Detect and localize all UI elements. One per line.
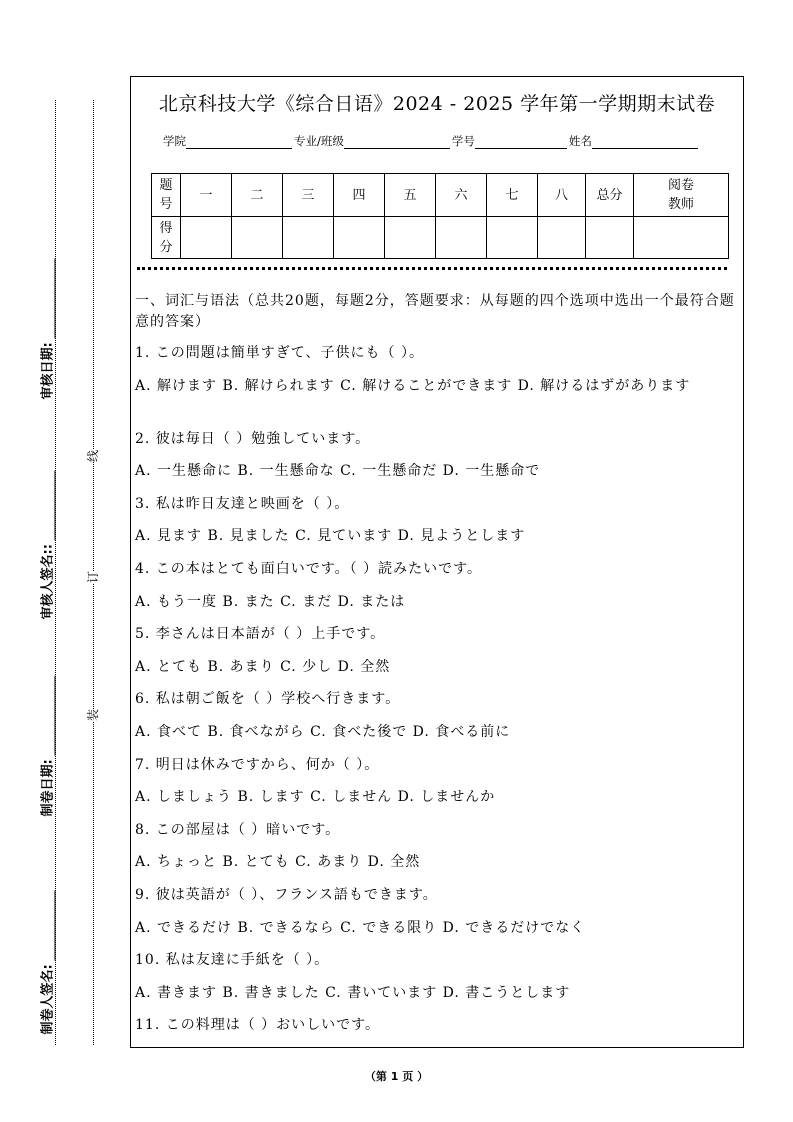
binding-char-line: 线	[86, 449, 101, 463]
score-cell[interactable]	[283, 217, 334, 259]
row-label-question-no	[152, 174, 181, 217]
options-6: A. 食べて B. 食べながら C. 食べた後で D. 食べる前に	[135, 723, 511, 740]
header-cell-total: 总分	[586, 174, 634, 217]
header-cell: 三	[283, 174, 334, 217]
reviewer-sign-field	[37, 460, 56, 620]
school-blank[interactable]	[186, 136, 292, 149]
reviewer-label-part1: 阅卷	[667, 178, 694, 193]
question-1: 1. この問題は簡単すぎて、子供にも（ ）。	[135, 345, 424, 361]
maker-date-blank[interactable]	[43, 675, 56, 755]
binding-char-mount: 装	[86, 708, 101, 722]
options-4: A. もう一度 B. また C. まだ D. または	[135, 593, 406, 610]
reviewer-sign-blank[interactable]	[43, 470, 56, 540]
row1-label-part2: 号	[159, 197, 173, 212]
page-number: （第 1 页 ）	[364, 1070, 429, 1083]
major-class-label: 专业/班级	[294, 134, 344, 148]
school-label: 学院	[163, 134, 186, 148]
binding-char-bind: 订	[86, 570, 101, 584]
student-info-row	[163, 133, 700, 149]
score-cell[interactable]	[487, 217, 538, 259]
header-cell: 四	[334, 174, 385, 217]
exam-title: 北京科技大学《综合日语》2024 - 2025 学年第一学期期末试卷	[158, 93, 716, 115]
score-cell[interactable]	[232, 217, 283, 259]
section-1-content	[135, 291, 737, 1048]
name-label: 姓名	[568, 134, 592, 148]
score-cell[interactable]	[334, 217, 385, 259]
options-5: A. とても B. あまり C. 少し D. 全然	[135, 658, 391, 675]
question-3: 3. 私は昨日友達と映画を（ ）。	[135, 495, 350, 512]
question-7: 7. 明日は休みですから、何か（ ）。	[135, 756, 380, 773]
question-6: 6. 私は朝ご飯を（ ）学校へ行きます。	[135, 691, 401, 708]
header-cell: 八	[538, 174, 586, 217]
section-1-heading: 一、词汇与语法（总共20题，每题2分，答题要求：从每题的四个选项中选出一个最符合题意的答案）	[135, 293, 735, 330]
reviewer-date-field	[37, 240, 56, 400]
options-1: A. 解けます B. 解けられます C. 解けることができます D. 解けるはずがあります	[135, 377, 691, 394]
row2-label-part2: 分	[159, 239, 173, 255]
question-5: 5. 李さんは日本語が（ ）上手です。	[135, 626, 386, 643]
score-cell[interactable]	[385, 217, 436, 259]
question-2: 2. 彼は毎日（ ）勉強しています。	[135, 430, 371, 447]
dotted-separator	[137, 267, 727, 270]
reviewer-sign-label: 审核人签名::	[40, 544, 56, 620]
header-cell: 七	[487, 174, 538, 217]
question-10: 10. 私は友達に手紙を（ ）。	[135, 952, 330, 969]
reviewer-label-part2: 教师	[667, 197, 694, 212]
header-cell: 二	[232, 174, 283, 217]
question-9: 9. 彼は英語が（ ）、フランス語もできます。	[135, 886, 438, 903]
maker-sign-blank[interactable]	[43, 890, 56, 960]
reviewer-date-label: 审核日期:	[40, 342, 56, 400]
maker-sign-label: 制卷人签名:	[40, 964, 56, 1035]
question-11: 11. この料理は（ ）おいしいです。	[135, 1017, 381, 1034]
row2-label-part1: 得	[159, 220, 173, 236]
score-table-score-row	[152, 217, 729, 259]
score-cell-total[interactable]	[586, 217, 634, 259]
question-4: 4. この本はとても面白いです。（ ）読みたいです。	[135, 560, 483, 577]
header-cell: 五	[385, 174, 436, 217]
options-2: A. 一生懸命に B. 一生懸命な C. 一生懸命だ D. 一生懸命で	[135, 463, 541, 480]
exam-frame	[130, 76, 744, 1048]
options-3: A. 見ます B. 見ました C. 見ています D. 見ようとします	[135, 528, 526, 545]
name-blank[interactable]	[592, 136, 698, 149]
question-8: 8. この部屋は（ ）暗いです。	[135, 821, 341, 838]
score-cell-reviewer[interactable]	[634, 217, 729, 259]
maker-date-field	[37, 657, 56, 817]
options-7: A. しましょう B. します C. しません D. しませんか	[135, 789, 496, 806]
maker-date-label: 制卷日期:	[40, 759, 56, 817]
header-cell: 一	[181, 174, 232, 217]
reviewer-date-blank[interactable]	[43, 258, 56, 338]
maker-sign-field	[37, 875, 56, 1035]
options-8: A. ちょっと B. とても C. あまり D. 全然	[135, 854, 421, 871]
options-9: A. できるだけ B. できるなら C. できる限り D. できるだけでなく	[135, 919, 586, 936]
score-cell[interactable]	[181, 217, 232, 259]
student-id-label: 学号	[451, 134, 475, 148]
student-id-blank[interactable]	[475, 136, 567, 149]
score-table	[151, 173, 729, 259]
score-table-header-row	[152, 174, 729, 217]
row-label-score	[152, 217, 181, 259]
row1-label-part1: 题	[159, 178, 173, 193]
score-cell[interactable]	[436, 217, 487, 259]
score-cell[interactable]	[538, 217, 586, 259]
header-cell: 六	[436, 174, 487, 217]
options-10: A. 書きます B. 書きました C. 書いています D. 書こうとします	[135, 984, 571, 1001]
major-class-blank[interactable]	[344, 136, 450, 149]
header-cell-reviewer	[634, 174, 729, 217]
